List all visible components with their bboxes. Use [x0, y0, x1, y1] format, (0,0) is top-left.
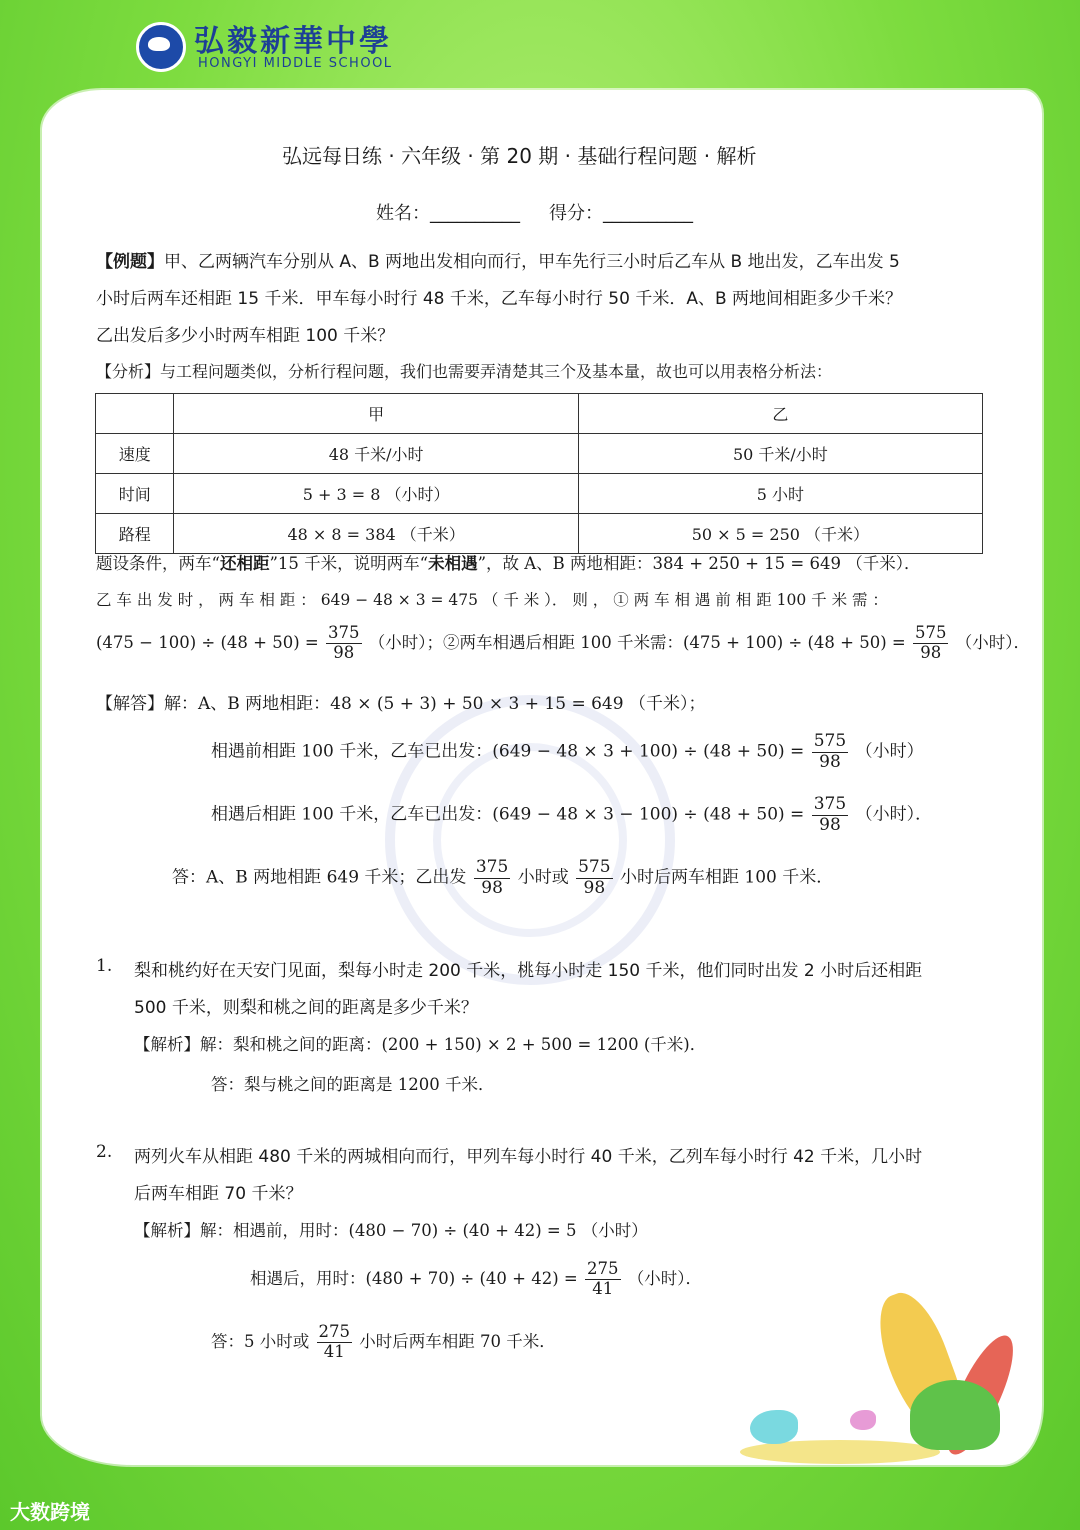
school-logo-icon	[136, 22, 186, 72]
example-line-1: 【例题】甲、乙两辆汽车分别从 A、B 两地出发相向而行，甲车先行三小时后乙车从 B 地出发，乙车出发 5	[96, 252, 900, 272]
q2-number: 2.	[96, 1142, 113, 1162]
fraction: $\frac{375}{98}$	[328, 623, 360, 662]
fraction: $\frac{375}{98}$	[813, 794, 847, 835]
school-name-cn: 弘毅新華中學	[194, 24, 392, 59]
fraction: $\frac{375}{98}$	[475, 857, 509, 898]
analysis-line-2: 乙 车 出 发 时 ， 两 车 相 距 ： 649 − 48 × 3 = 475 （ 千 米 ）． 则 ， ① 两 车 相 遇 前 相 距 100 千 米 需 ：	[96, 591, 888, 609]
q2-line-1: 两列火车从相距 480 千米的两城相向而行，甲列车每小时行 40 千米，乙列车每小时行 42 千米，几小时	[134, 1147, 923, 1167]
table-row	[96, 434, 983, 474]
q2-analysis: 【解析】解：相遇前，用时：(480 − 70) ÷ (40 + 42) = 5 （小时）	[134, 1221, 648, 1240]
name-field: 姓名：__________	[376, 203, 520, 224]
q1-analysis: 【解析】解：梨和桃之间的距离：(200 + 150) × 2 + 500 = 1200 (千米)．	[134, 1035, 707, 1054]
table-row	[96, 514, 983, 554]
solution-line-3: 相遇后相距 100 千米，乙车已出发：(649 − 48 × 3 − 100) ÷ (48 + 50) = $\frac{375}{98}$ （小时）．	[211, 794, 933, 835]
fraction: $\frac{275}{41}$	[318, 1322, 350, 1361]
table-cell: 时间	[96, 474, 174, 514]
school-name-en: HONGYI MIDDLE SCHOOL	[198, 56, 393, 71]
q1-answer: 答：梨与桃之间的距离是 1200 千米．	[211, 1075, 495, 1094]
table-cell: 5 + 3 = 8 （小时）	[174, 474, 578, 514]
solution-line-1: 【解答】解：A、B 两地相距：48 × (5 + 3) + 50 × 3 + 15 = 649 （千米）；	[96, 694, 706, 714]
q2-line-2: 后两车相距 70 千米？	[134, 1184, 303, 1204]
q2-after: 相遇后，用时：(480 + 70) ÷ (40 + 42) = $\frac{275}{41}$ （小时）．	[250, 1259, 702, 1298]
q1-number: 1.	[96, 956, 113, 976]
q1-line-2: 500 千米，则梨和桃之间的距离是多少千米？	[134, 998, 478, 1018]
analysis-line-1: 题设条件，两车“还相距”15 千米，说明两车“未相遇”，故 A、B 两地相距：384 + 250 + 15 = 649 （千米）．	[96, 554, 921, 573]
score-field: 得分：__________	[549, 203, 693, 224]
solution-answer: 答：A、B 两地相距 649 千米；乙出发 $\frac{375}{98}$ 小时或 $\frac{575}{98}$ 小时后两车相距 100 千米．	[172, 857, 834, 898]
table-row	[96, 394, 983, 434]
table-cell: 路程	[96, 514, 174, 554]
table-cell: 50 × 5 = 250 （千米）	[578, 514, 982, 554]
school-header	[132, 12, 452, 72]
page-title: 弘远每日练 · 六年级 · 第 20 期 · 基础行程问题 · 解析	[282, 144, 757, 168]
table-cell: 48 千米/小时	[174, 434, 578, 474]
bird-icon	[750, 1410, 798, 1444]
table-cell: 50 千米/小时	[578, 434, 982, 474]
example-line-3: 乙出发后多少小时两车相距 100 千米？	[96, 326, 395, 346]
example-line-2: 小时后两车还相距 15 千米．甲车每小时行 48 千米，乙车每小时行 50 千米．A、B 两地间相距多少千米？	[96, 289, 903, 309]
table-cell	[96, 394, 174, 434]
table-cell: 速度	[96, 434, 174, 474]
table-cell: 48 × 8 = 384 （千米）	[174, 514, 578, 554]
leaf-icon	[910, 1380, 1000, 1450]
table-cell: 5 小时	[578, 474, 982, 514]
q1-line-1: 梨和桃约好在天安门见面，梨每小时走 200 千米，桃每小时走 150 千米，他们同时出发 2 小时后还相距	[134, 961, 923, 981]
q2-answer: 答：5 小时或 $\frac{275}{41}$ 小时后两车相距 70 千米．	[211, 1322, 556, 1361]
fraction: $\frac{575}{98}$	[813, 731, 847, 772]
analysis-table	[95, 393, 983, 554]
analysis-intro: 【分析】与工程问题类似，分析行程问题，我们也需要弄清楚其三个及基本量，故也可以用表格分析法：	[96, 362, 833, 381]
analysis-line-3: (475 − 100) ÷ (48 + 50) = $\frac{375}{98}$ （小时）；②两车相遇后相距 100 千米需：(475 + 100) ÷ (48 + 50) = $\frac{575}{98}$ （小时）．	[96, 623, 1030, 662]
solution-line-2: 相遇前相距 100 千米，乙车已出发：(649 − 48 × 3 + 100) ÷ (48 + 50) = $\frac{575}{98}$ （小时）	[211, 731, 924, 772]
table-row	[96, 474, 983, 514]
footer-watermark: 大数跨境	[10, 1500, 90, 1524]
fraction: $\frac{575}{98}$	[578, 857, 611, 898]
table-cell: 乙	[578, 394, 982, 434]
fraction: $\frac{575}{98}$	[914, 623, 947, 662]
bird-icon	[850, 1410, 876, 1430]
table-cell: 甲	[174, 394, 578, 434]
fraction: $\frac{275}{41}$	[587, 1259, 619, 1298]
